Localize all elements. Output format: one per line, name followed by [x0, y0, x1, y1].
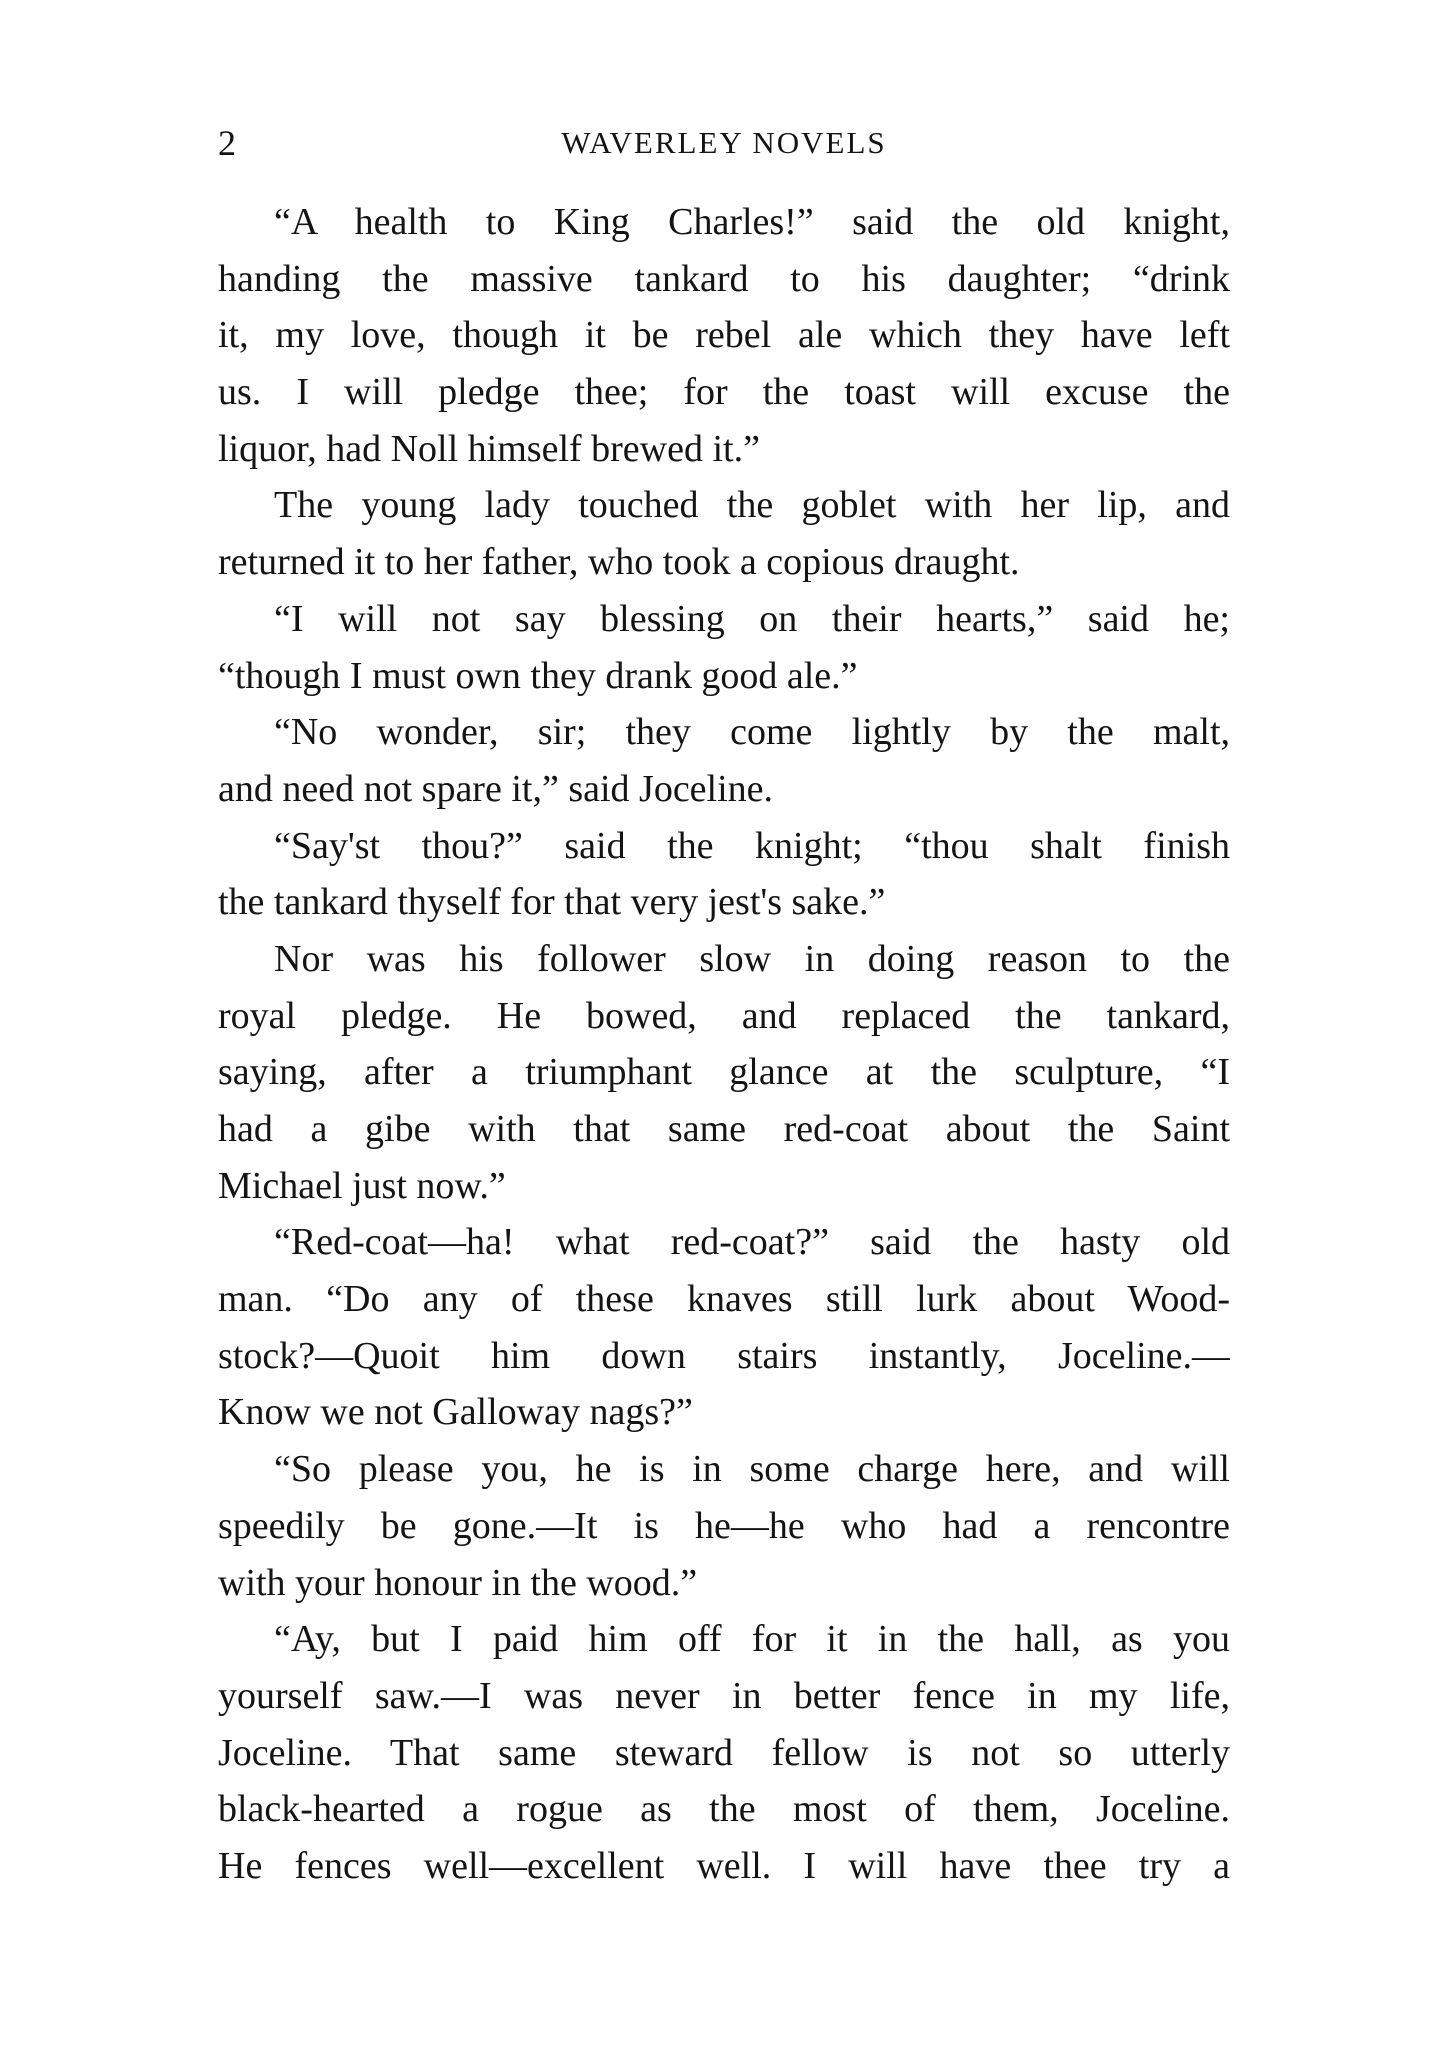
body-text: [218, 194, 1230, 1895]
text-line: “So please you, he is in some charge here, and will: [274, 1448, 1230, 1491]
text-line: The young lady touched the goblet with her lip, and: [274, 484, 1230, 527]
text-line: “A health to King Charles!” said the old knight,: [274, 201, 1230, 243]
text-line: Know we not Galloway nags?”: [218, 1391, 693, 1434]
text-line: had a gibe with that same red-coat about the Saint: [218, 1108, 1230, 1150]
page-number: 2: [218, 123, 236, 163]
text-line: and need not spare it,” said Joceline.: [218, 767, 774, 810]
text-line: He fences well—excellent well. I will have thee try a: [218, 1844, 1230, 1887]
text-line: “Red-coat—ha! what red-coat?” said the hasty old: [274, 1221, 1230, 1264]
text-line: black-hearted a rogue as the most of them, Joceline.: [218, 1788, 1230, 1831]
text-line: saying, after a triumphant glance at the sculpture, “I: [218, 1051, 1230, 1094]
text-line: yourself saw.—I was never in better fence in my life,: [218, 1674, 1230, 1717]
text-line: with your honour in the wood.”: [218, 1561, 698, 1604]
text-line: liquor, had Noll himself brewed it.”: [218, 427, 760, 470]
text-line: speedily be gone.—It is he—he who had a rencontre: [218, 1504, 1230, 1547]
text-line: “No wonder, sir; they come lightly by the malt,: [274, 711, 1230, 754]
text-line: royal pledge. He bowed, and replaced the tankard,: [218, 994, 1230, 1037]
text-line: “I will not say blessing on their hearts,” said he;: [274, 597, 1230, 640]
text-line: handing the massive tankard to his daughter; “drink: [218, 257, 1230, 300]
text-line: Nor was his follower slow in doing reason to the: [274, 937, 1230, 980]
text-line: “Ay, but I paid him off for it in the hall, as you: [274, 1618, 1230, 1661]
page-header: [218, 118, 1230, 168]
text-line: it, my love, though it be rebel ale which they have left: [218, 314, 1230, 357]
text-line: the tankard thyself for that very jest's sake.”: [218, 881, 886, 924]
text-line: “Say'st thou?” said the knight; “thou shalt finish: [274, 824, 1230, 867]
running-title: WAVERLEY NOVELS: [561, 125, 887, 160]
text-line: us. I will pledge thee; for the toast will excuse the: [218, 371, 1230, 414]
text-line: stock?—Quoit him down stairs instantly, Joceline.—: [218, 1334, 1230, 1377]
text-line: man. “Do any of these knaves still lurk about Wood-: [218, 1278, 1230, 1321]
text-line: Joceline. That same steward fellow is not so utterly: [218, 1731, 1230, 1774]
text-line: “though I must own they drank good ale.”: [218, 654, 858, 697]
text-line: returned it to her father, who took a copious draught.: [218, 541, 1020, 584]
text-line: Michael just now.”: [218, 1164, 506, 1207]
